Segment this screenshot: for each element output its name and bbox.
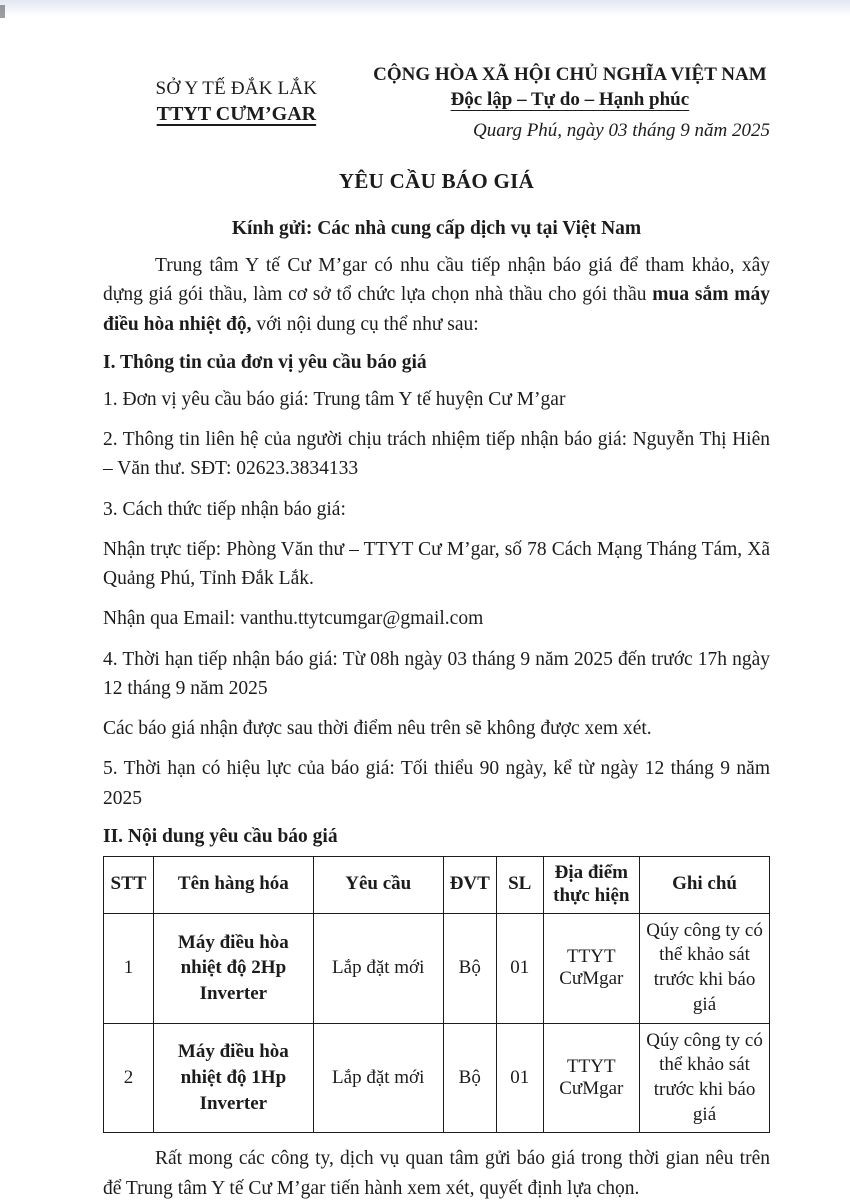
issuing-org-block — [103, 64, 370, 142]
cell-item-name: Máy điều hòa nhiệt độ 1Hp Inverter — [153, 1023, 313, 1133]
national-motto-block — [370, 64, 770, 142]
cell-unit: Bộ — [443, 913, 496, 1023]
col-header-unit: ĐVT — [443, 856, 496, 913]
col-header-name: Tên hàng hóa — [153, 856, 313, 913]
table-header-row — [104, 856, 770, 913]
parent-org-name: SỞ Y TẾ ĐẮK LẮK — [155, 78, 318, 99]
cell-qty: 01 — [496, 913, 543, 1023]
cell-note: Qúy công ty có thể khảo sát trước khi báo giá — [640, 913, 770, 1023]
section-1-item-5: 5. Thời hạn có hiệu lực của báo giá: Tối thiểu 90 ngày, kể từ ngày 12 tháng 9 năm 2025 — [103, 758, 770, 809]
letterhead — [103, 64, 770, 142]
place-date-line: Quarg Phú, ngày 03 tháng 9 năm 2025 — [473, 120, 770, 141]
col-header-qty: SL — [496, 856, 543, 913]
intro-text-bold: mua sắm máy điều hòa nhiệt độ, — [103, 284, 770, 335]
col-header-note: Ghi chú — [640, 856, 770, 913]
cell-stt: 2 — [104, 1023, 154, 1133]
cell-location: TTYT CưMgar — [543, 913, 640, 1023]
col-header-requirement: Yêu cầu — [313, 856, 443, 913]
cell-stt: 1 — [104, 913, 154, 1023]
intro-text-1: Trung tâm Y tế Cư M’gar có nhu cầu tiếp nhận báo giá để tham khảo, xây dựng giá gói thầu, làm cơ sở tổ chức lựa chọn nhà thầu cho gói thầu — [103, 255, 770, 306]
section-1-item-2: 2. Thông tin liên hệ của người chịu trách nhiệm tiếp nhận báo giá: Nguyễn Thị Hiên – Văn thư. SĐT: 02623.3834133 — [103, 429, 770, 480]
national-motto: Độc lập – Tự do – Hạnh phúc — [450, 89, 690, 110]
section-1-heading: I. Thông tin của đơn vị yêu cầu báo giá — [103, 351, 427, 373]
national-title: CỘNG HÒA XÃ HỘI CHỦ NGHĨA VIỆT NAM — [373, 64, 767, 85]
document-title: YÊU CẦU BÁO GIÁ — [338, 169, 535, 193]
section-1-item-1: 1. Đơn vị yêu cầu báo giá: Trung tâm Y tế huyện Cư M’gar — [103, 388, 566, 410]
table-row — [104, 1023, 770, 1133]
section-1-item-4-note: Các báo giá nhận được sau thời điểm nêu trên sẽ không được xem xét. — [103, 718, 652, 739]
salutation-line: Kính gửi: Các nhà cung cấp dịch vụ tại Việt Nam — [231, 218, 642, 239]
section-2-heading: II. Nội dung yêu cầu báo giá — [103, 825, 338, 847]
section-1-item-3: 3. Cách thức tiếp nhận báo giá: — [103, 498, 346, 520]
org-name: TTYT CƯM’GAR — [156, 103, 317, 125]
intro-text-2: với nội dung cụ thể như sau: — [251, 313, 479, 335]
cell-note: Qúy công ty có thể khảo sát trước khi báo giá — [640, 1023, 770, 1133]
section-1-item-3a: Nhận trực tiếp: Phòng Văn thư – TTYT Cư M’gar, số 78 Cách Mạng Tháng Tám, Xã Quảng Phú, Tỉnh Đắk Lắk. — [103, 538, 770, 589]
section-1-item-4: 4. Thời hạn tiếp nhận báo giá: Từ 08h ngày 03 tháng 9 năm 2025 đến trước 17h ngày 12 tháng 9 năm 2025 — [103, 648, 770, 699]
col-header-location: Địa điểm thực hiện — [543, 856, 640, 913]
cell-qty: 01 — [496, 1023, 543, 1133]
closing-paragraph: Rất mong các công ty, dịch vụ quan tâm gửi báo giá trong thời gian nêu trên để Trung tâm Y tế Cư M’gar tiến hành xem xét, quyết định lựa chọn. — [103, 1148, 770, 1199]
cell-unit: Bộ — [443, 1023, 496, 1133]
cell-requirement: Lắp đặt mới — [313, 913, 443, 1023]
section-1-item-3b-email: Nhận qua Email: vanthu.ttytcumgar@gmail.com — [103, 608, 484, 630]
intro-paragraph — [103, 251, 770, 339]
cell-item-name: Máy điều hòa nhiệt độ 2Hp Inverter — [153, 913, 313, 1023]
col-header-stt: STT — [104, 856, 154, 913]
cell-location: TTYT CưMgar — [543, 1023, 640, 1133]
cell-requirement: Lắp đặt mới — [313, 1023, 443, 1133]
table-row — [104, 913, 770, 1023]
quote-items-table — [103, 856, 770, 1134]
